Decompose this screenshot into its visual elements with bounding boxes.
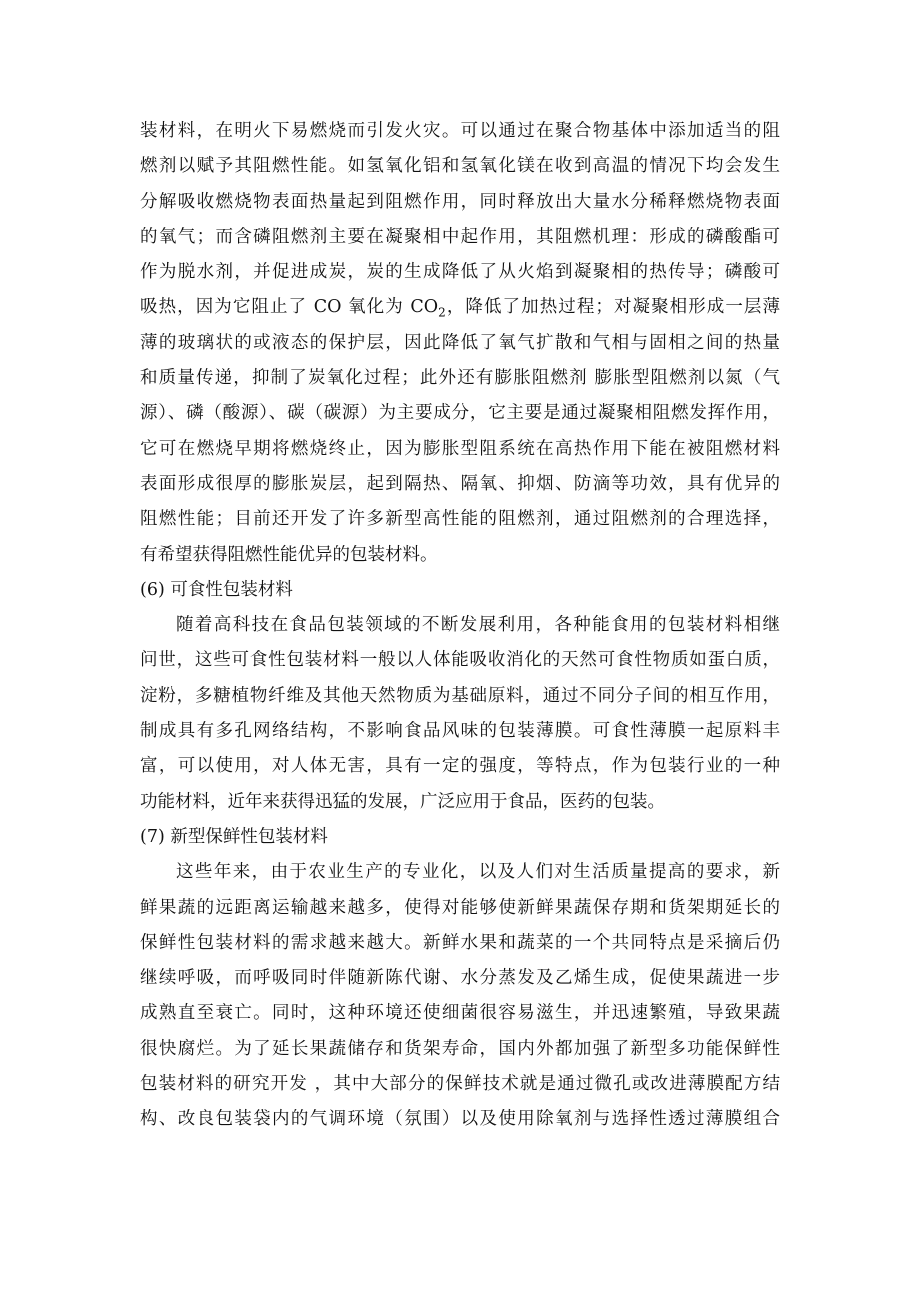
text-line: 源）、磷（酸源）、碳（碳源）为主要成分，它主要是通过凝聚相阻燃发挥作用， bbox=[140, 403, 780, 424]
section-edible-packaging bbox=[140, 573, 780, 820]
text-line: 富，可以使用，对人体无害，具有一定的强度，等特点，作为包装行业的一种 bbox=[140, 756, 780, 777]
section-fresh-keeping-packaging bbox=[140, 820, 780, 1138]
text-line: 制成具有多孔网络结构，不影响食品风味的包装薄膜。可食性薄膜一起原料丰 bbox=[140, 721, 780, 742]
text-line-first: 这些年来，由于农业生产的专业化，以及人们对生活质量提高的要求，新 bbox=[176, 862, 780, 883]
text-line: 装材料，在明火下易燃烧而引发火灾。可以通过在聚合物基体中添加适当的阻 bbox=[140, 121, 780, 141]
text-line: 表面形成很厚的膨胀炭层，起到隔热、隔氧、抑烟、防滴等功效，具有优异的 bbox=[140, 473, 780, 494]
text-line: 很快腐烂。为了延长果蔬储存和货架寿命，国内外都加强了新型多功能保鲜性 bbox=[140, 1038, 780, 1059]
text-line: 继续呼吸，而呼吸同时伴随新陈代谢、水分蒸发及乙烯生成，促使果蔬进一步 bbox=[140, 968, 780, 989]
text-line: 燃剂以赋予其阻燃性能。如氢氧化铝和氢氧化镁在收到高温的情况下均会发生 bbox=[140, 156, 780, 177]
subscript: 2 bbox=[438, 305, 446, 320]
text-line: 薄的玻璃状的或液态的保护层，因此降低了氧气扩散和气相与固相之间的热量 bbox=[140, 332, 780, 353]
text-segment: ，降低了加热过程；对凝聚相形成一层薄 bbox=[445, 297, 780, 318]
text-segment: 吸热，因为它阻止了 CO 氧化为 CO bbox=[140, 297, 439, 318]
text-line-co2 bbox=[140, 290, 780, 325]
text-line: 它可在燃烧早期将燃烧终止，因为膨胀型阻系统在高热作用下能在被阻燃材料 bbox=[140, 438, 780, 459]
page-content bbox=[140, 114, 780, 1138]
text-line: 淀粉，多糖植物纤维及其他天然物质为基础原料，通过不同分子间的相互作用， bbox=[140, 685, 780, 706]
text-line-first: 随着高科技在食品包装领域的不断发展利用，各种能食用的包装材料相继 bbox=[176, 615, 780, 636]
text-line: 分解吸收燃烧物表面热量起到阻燃作用，同时释放出大量水分稀释燃烧物表面 bbox=[140, 191, 780, 212]
text-line: 成熟直至衰亡。同时，这种环境还使细菌很容易滋生，并迅速繁殖，导致果蔬 bbox=[140, 1003, 780, 1024]
text-line-last: 功能材料，近年来获得迅猛的发展，广泛应用于食品，医药的包装。 bbox=[140, 791, 665, 812]
paragraph-flame-retardant bbox=[140, 114, 780, 573]
text-line: 鲜果蔬的远距离运输越来越多，使得对能够使新鲜果蔬保存期和货架期延长的 bbox=[140, 897, 780, 918]
text-line: 的氧气；而含磷阻燃剂主要在凝聚相中起作用，其阻燃机理：形成的磷酸酯可 bbox=[140, 226, 780, 247]
text-line: 作为脱水剂，并促进成炭，炭的生成降低了从火焰到凝聚相的热传导；磷酸可 bbox=[140, 262, 780, 283]
text-line: 保鲜性包装材料的需求越来越大。新鲜水果和蔬菜的一个共同特点是采摘后仍 bbox=[140, 932, 780, 953]
text-line: 和质量传递，抑制了炭氧化过程；此外还有膨胀阻燃剂 膨胀型阻燃剂以氮（气 bbox=[140, 368, 780, 389]
section-heading: (6) 可食性包装材料 bbox=[140, 579, 293, 600]
text-line: 包装材料的研究开发 ，其中大部分的保鲜技术就是通过微孔或改进薄膜配方结 bbox=[140, 1074, 780, 1095]
section-heading: (7) 新型保鲜性包装材料 bbox=[140, 826, 328, 847]
text-line-last: 有希望获得阻燃性能优异的包装材料。 bbox=[140, 544, 438, 565]
text-line: 阻燃性能；目前还开发了许多新型高性能的阻燃剂，通过阻燃剂的合理选择， bbox=[140, 509, 780, 530]
text-line: 问世，这些可食性包装材料一般以人体能吸收消化的天然可食性物质如蛋白质， bbox=[140, 650, 780, 671]
text-line: 构、改良包装袋内的气调环境（氛围）以及使用除氧剂与选择性透过薄膜组合 bbox=[140, 1109, 780, 1130]
